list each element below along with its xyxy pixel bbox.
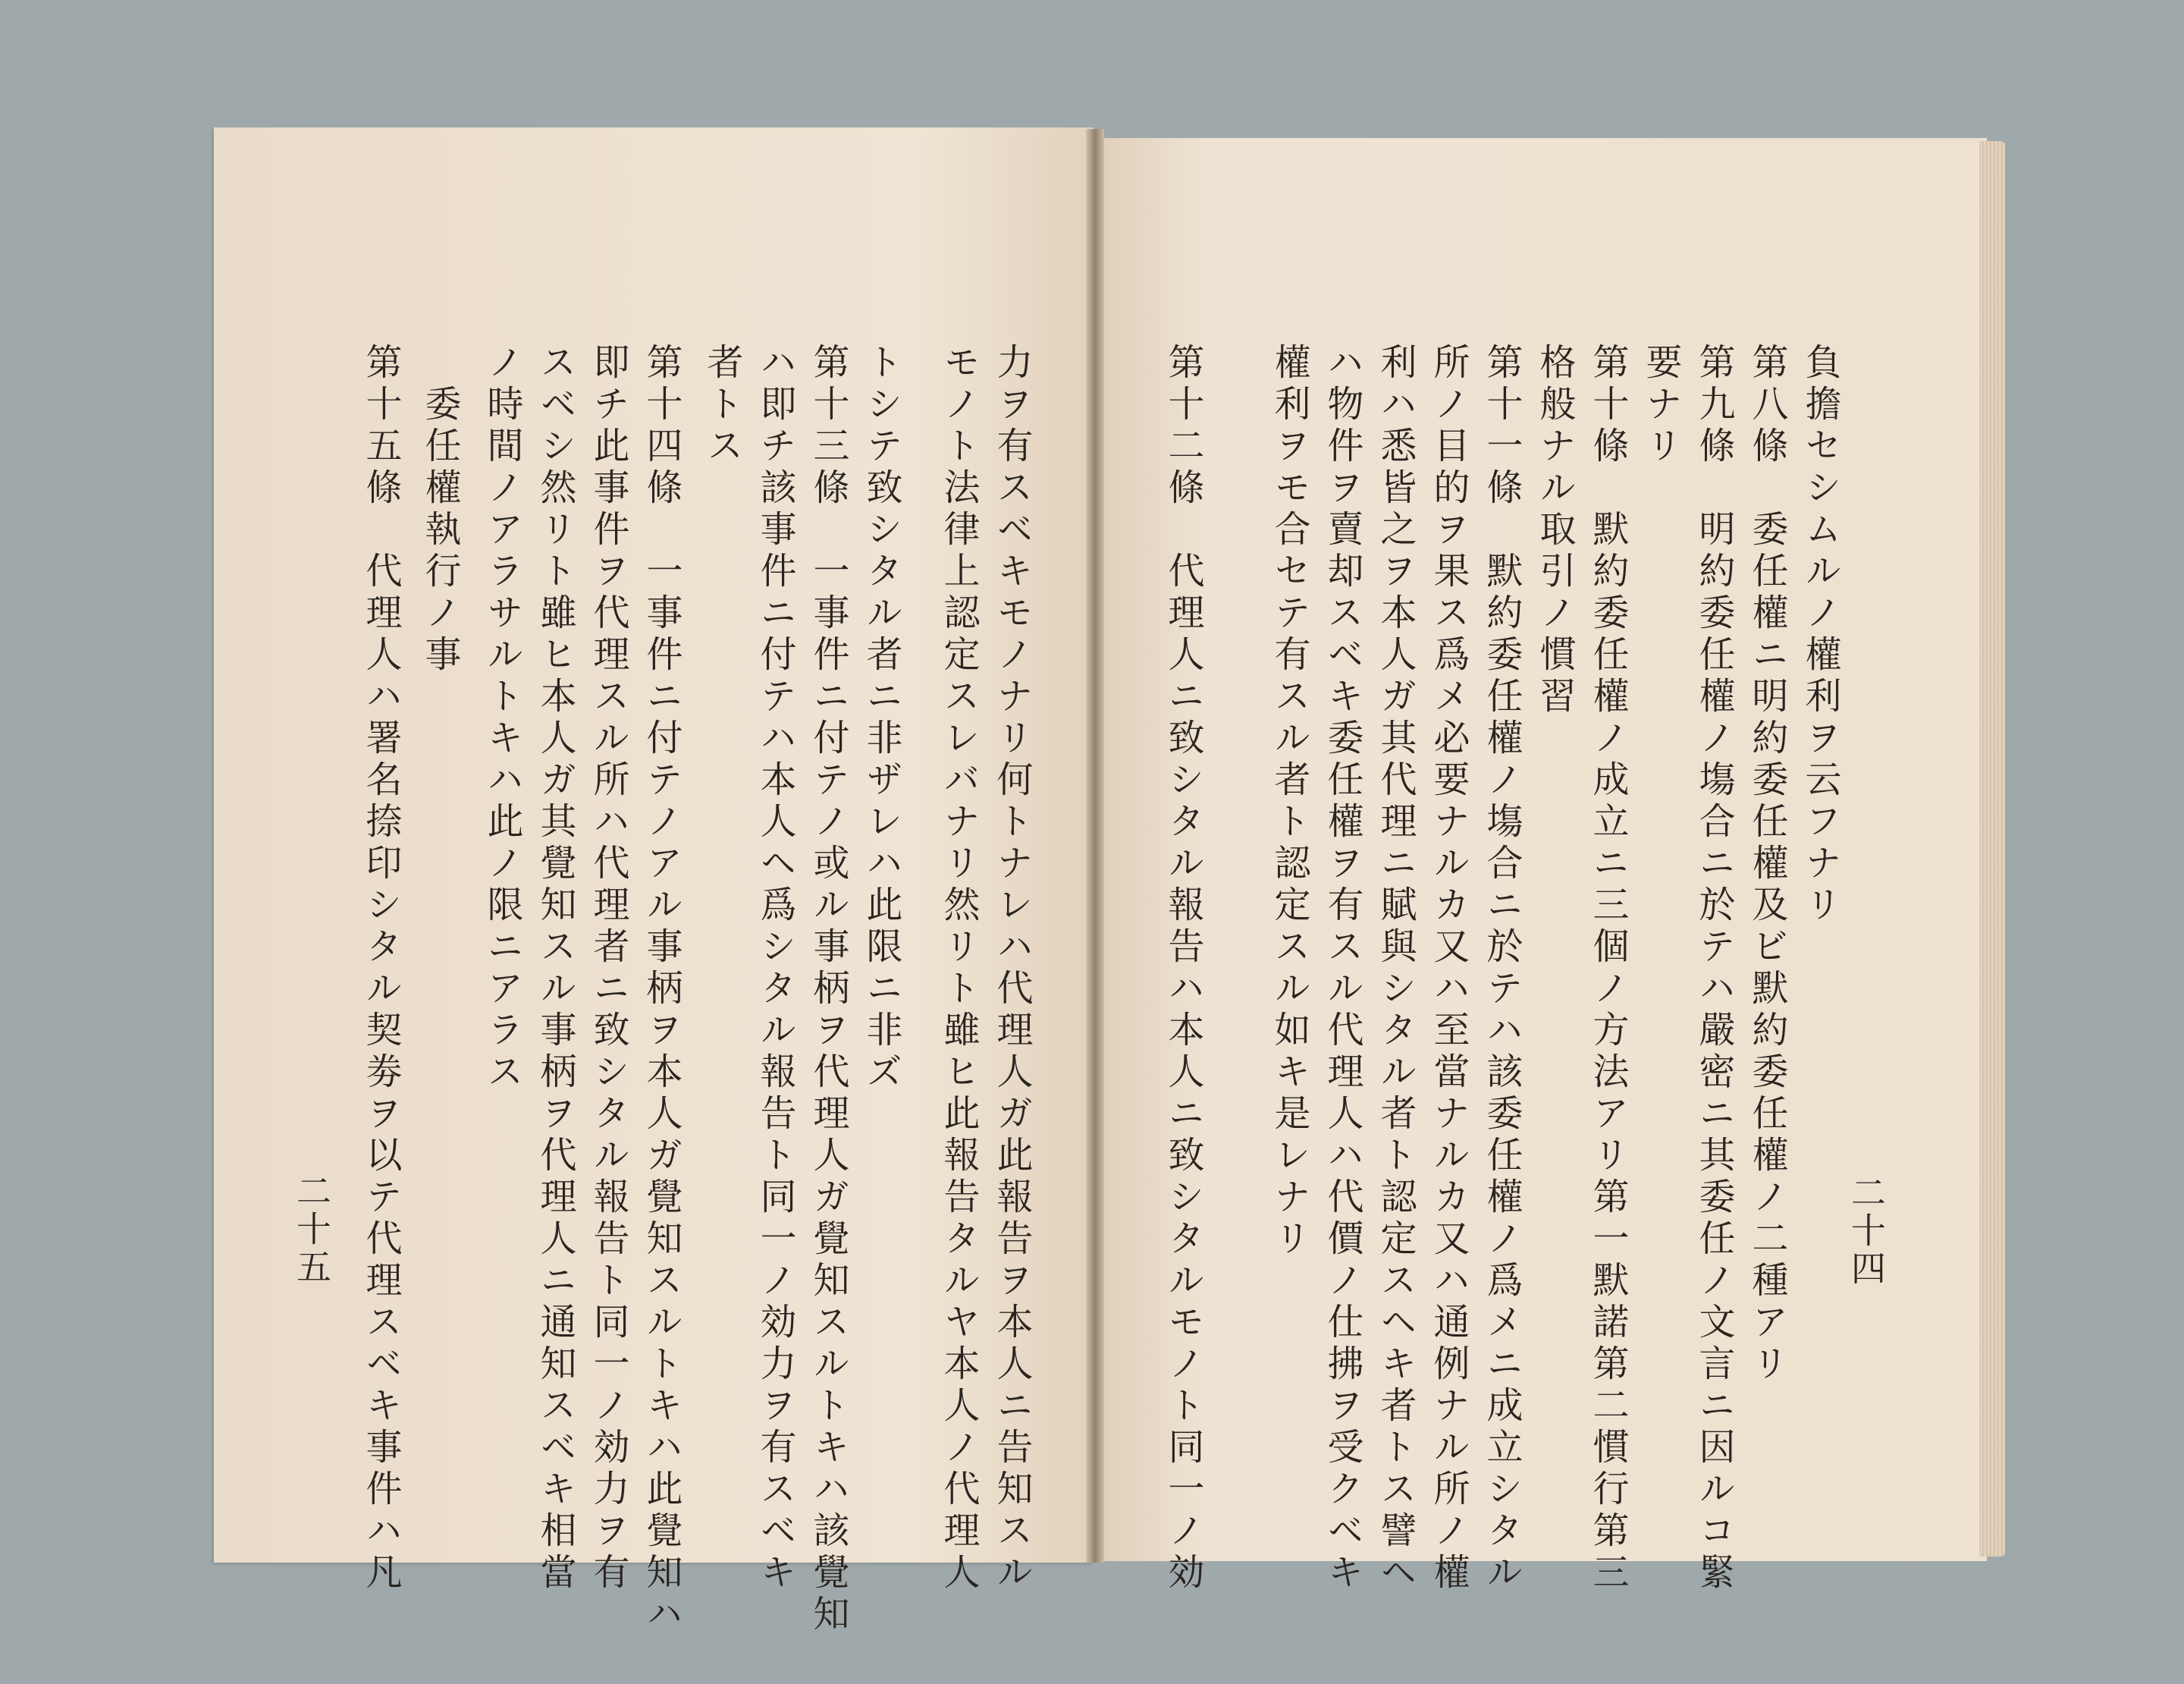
- text-column: 要ナリ: [1640, 343, 1682, 468]
- text-column: 第九條 明約委任權ノ塲合ニ於テハ嚴密ニ其委任ノ文言ニ因ルコ緊: [1693, 343, 1735, 1594]
- text-column: 委任權執行ノ事: [419, 343, 461, 677]
- text-column: 所ノ目的ヲ果ス爲メ必要ナルカ又ハ至當ナルカ又ハ通例ナル所ノ權: [1427, 343, 1470, 1594]
- page-edges: [1979, 141, 2005, 1557]
- text-column: トシテ致シタル者ニ非ザレハ此限ニ非ズ: [860, 343, 902, 1094]
- text-column: モノト法律上認定スレバナリ然リト雖ヒ此報告タルヤ本人ノ代理人: [937, 343, 980, 1594]
- text-column: 第十三條 一事件ニ付テノ或ル事柄ヲ代理人ガ覺知スルトキハ該覺知: [807, 343, 849, 1636]
- text-column: 利ハ悉皆之ヲ本人ガ其代理ニ賦與シタル者ト認定スヘキ者トス譬ヘ: [1374, 343, 1417, 1594]
- text-column: ハ即チ該事件ニ付テハ本人ヘ爲シタル報告ト同一ノ効力ヲ有スベキ: [754, 343, 796, 1594]
- text-column: 第八條 委任權ニ明約委任權及ビ默約委任權ノ二種アリ: [1746, 343, 1788, 1386]
- text-column: 第十一條 默約委任權ノ塲合ニ於テハ該委任權ノ爲メニ成立シタル: [1480, 343, 1523, 1594]
- text-column: ハ物件ヲ賣却スベキ委任權ヲ有スル代理人ハ代價ノ仕拂ヲ受クベキ: [1321, 343, 1363, 1594]
- text-column: 負擔セシムルノ權利ヲ云フナリ: [1799, 343, 1841, 927]
- text-column: 力ヲ有スベキモノナリ何トナレハ代理人ガ此報告ヲ本人ニ告知スル: [990, 343, 1033, 1594]
- text-column: 第十二條 代理人ニ致シタル報告ハ本人ニ致シタルモノト同一ノ効: [1162, 343, 1204, 1594]
- page-number: 二十四: [1846, 1174, 1887, 1288]
- page-number: 二十五: [291, 1173, 332, 1287]
- text-column: 者トス: [701, 343, 743, 468]
- text-column: 第十四條 一事件ニ付テノアル事柄ヲ本人ガ覺知スルトキハ此覺知ハ: [640, 343, 682, 1636]
- text-column: 第十條 默約委任權ノ成立ニ三個ノ方法アリ第一默諾第二慣行第三: [1586, 343, 1629, 1594]
- text-column: 第十五條 代理人ハ署名捺印シタル契劵ヲ以テ代理スベキ事件ハ凡: [359, 343, 402, 1594]
- book-gutter: [1086, 129, 1104, 1563]
- text-column: 格般ナル取引ノ慣習: [1533, 343, 1576, 718]
- text-column: 即チ此事件ヲ代理スル所ハ代理者ニ致シタル報告ト同一ノ効力ヲ有: [587, 343, 629, 1594]
- text-column: 權利ヲモ合セテ有スル者ト認定スル如キ是レナリ: [1268, 343, 1310, 1261]
- text-column: ノ時間ノアラサルトキハ此ノ限ニアラス: [481, 343, 523, 1094]
- text-column: スベシ然リト雖ヒ本人ガ其覺知スル事柄ヲ代理人ニ通知スベキ相當: [534, 343, 576, 1594]
